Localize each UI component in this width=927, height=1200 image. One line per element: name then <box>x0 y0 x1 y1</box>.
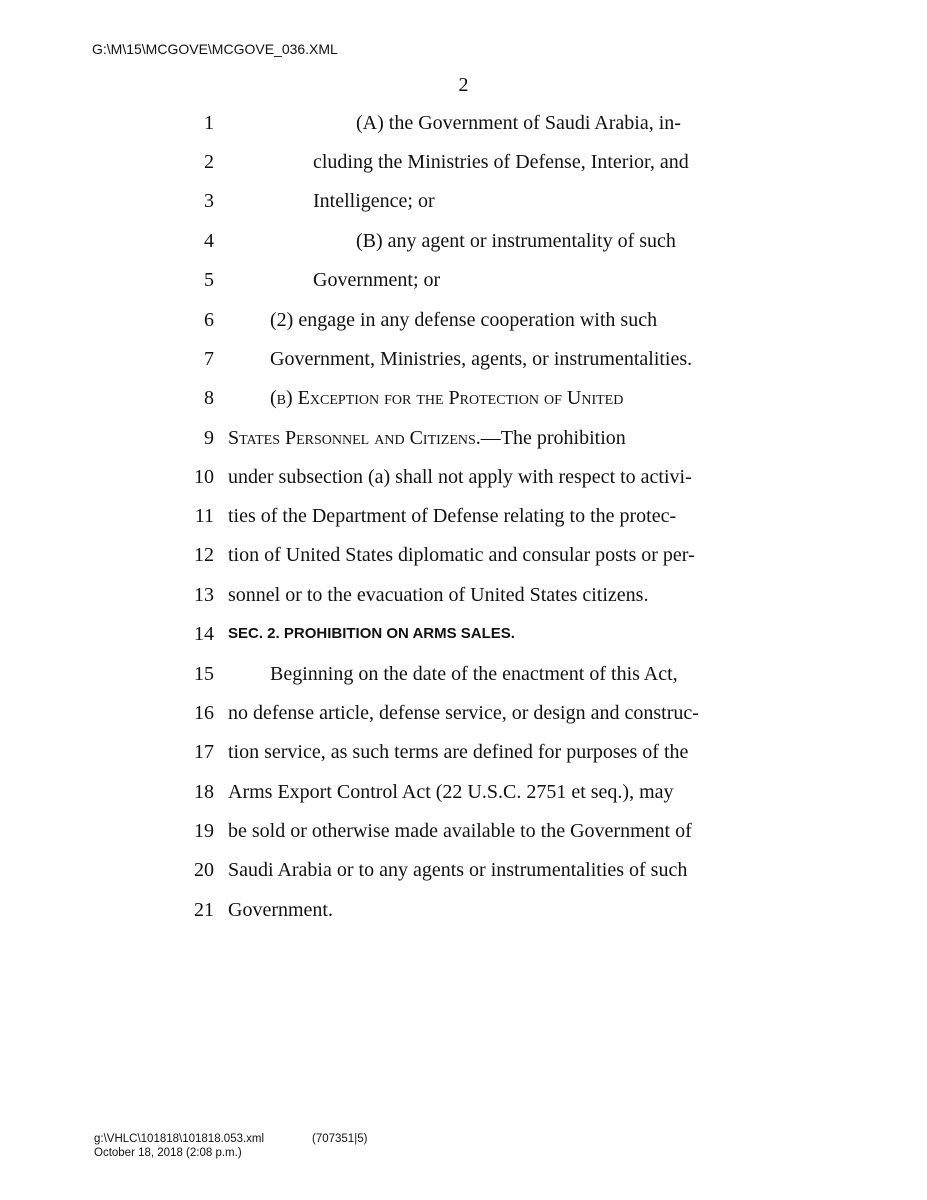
line-text-rest: —The prohibition <box>480 427 626 449</box>
line-number: 2 <box>204 151 214 173</box>
line-number: 15 <box>194 663 214 685</box>
line-number: 8 <box>204 387 214 409</box>
line-number: 19 <box>194 820 214 842</box>
line-number: 3 <box>204 190 214 212</box>
line-text: Government. <box>228 899 333 921</box>
footer-file-ref: g:\VHLC\101818\101818.053.xml <box>94 1133 265 1145</box>
line-number: 11 <box>194 505 214 527</box>
page-number: 2 <box>458 74 469 96</box>
line-number: 5 <box>204 269 214 291</box>
line-number: 9 <box>204 427 214 449</box>
line-number: 18 <box>194 781 214 803</box>
line-number: 7 <box>204 348 214 370</box>
line-number: 21 <box>194 899 214 921</box>
line-text: sonnel or to the evacuation of United States citizens. <box>228 584 649 606</box>
footer-date: October 18, 2018 (2:08 p.m.) <box>94 1147 242 1159</box>
line-number: 12 <box>194 544 214 566</box>
footer <box>94 1132 367 1160</box>
line-text: Intelligence; or <box>313 190 435 212</box>
section-heading: SEC. 2. PROHIBITION ON ARMS SALES. <box>228 625 515 642</box>
line-number: 1 <box>204 112 214 134</box>
line-number: 4 <box>204 230 214 252</box>
line-number: 20 <box>194 859 214 881</box>
line-number: 13 <box>194 584 214 606</box>
line-number: 6 <box>204 309 214 331</box>
line-number: 10 <box>194 466 214 488</box>
line-number: 16 <box>194 702 214 724</box>
line-text: Government; or <box>313 269 441 291</box>
line-number: 14 <box>194 623 214 645</box>
header-file-path: G:\M\15\MCGOVE\MCGOVE_036.XML <box>92 41 338 57</box>
line-number: 17 <box>194 741 214 763</box>
subsection-heading-cont: States Personnel and Citizens. <box>228 427 481 449</box>
document-page: G:\M\15\MCGOVE\MCGOVE_036.XML 2 1 (A) the Government of Saudi Arabia, in- 2 cluding the Ministries of Defense, Interior, and 3 Intelligence; or 4 (B) any agent or instrumentality of such 5 Government; or 6 (2) engage in any defense cooperation with such 7 Government, Ministries, agents, or instrumentalities. 8 (b) Exception for the Protection of United 9 States Personnel and Citizens. —The prohibition 10 under subsection (a) shall not apply with respect to activi- 11 ties of the Department of Defense relating to the protec- 12 tion of United States diplomatic and consular posts or per- 13 sonnel or to the evacuation of United States citizens. 14 SEC. 2. PROHIBITION ON ARMS SALES. 15 Beginning on the date of the enactment of this Act, 16 no defense article, defense service, or design and construc- 17 tion service, as such terms are defined for purposes of the 18 Arms Export Control Act (22 U.S.C. 2751 et seq.), may 19 be sold or otherwise made available to the Government of 20 Saudi Arabia or to any agents or instrumentalities of such 21 Government. g:\VHLC\101818\101818.053.xml (707351|5) October 18, 2018 (2:08 p.m.) <box>0 0 927 1200</box>
footer-doc-id: (707351|5) <box>312 1133 368 1145</box>
